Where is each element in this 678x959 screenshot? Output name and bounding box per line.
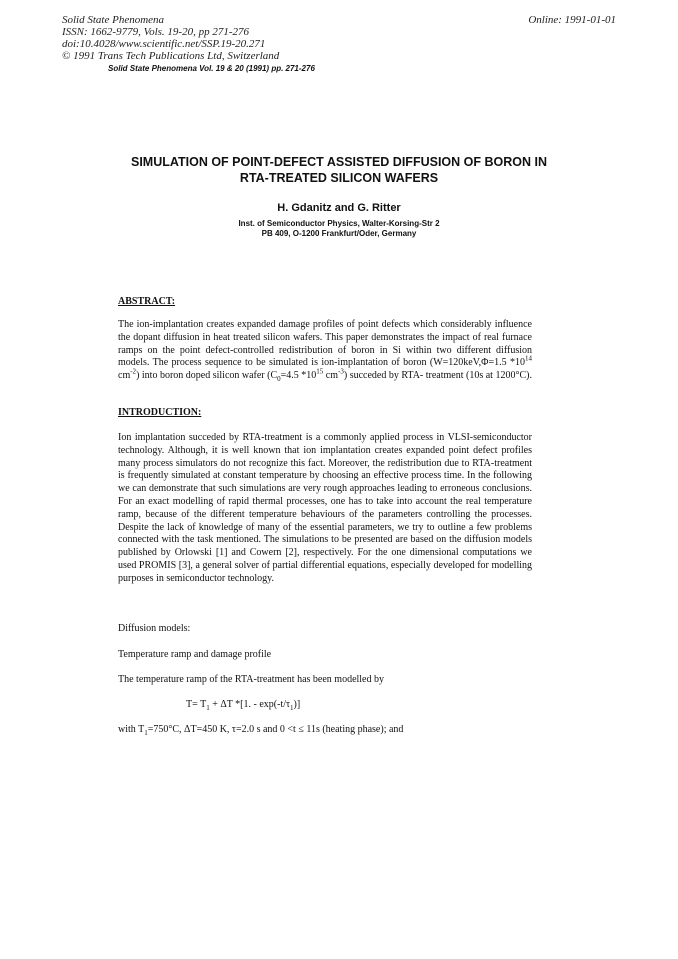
doi-line: doi:10.4028/www.scientific.net/SSP.19-20.271 (62, 38, 266, 50)
introduction-text: Ion implantation succeded by RTA-treatment is a commonly applied process in VLSI-semiconductor technology. Although, it is well known that ion implantation creates expanded point defect profiles many process simulators do not recognize this fact. Moreover, the redistribution due to RTA-treatment is frequently simulated at constant temperature by choosing an effective process time. In the following we can demonstrate that such simulations are very rough approaches leading to erroneous conclusions. For an exact modelling of rapid thermal processes, one has to take into account the real temperature ramp, because of the different temperature behaviours of the parameters controlling the processes. Despite the lack of knowledge of many of the essential parameters, we try to outline a few problems connected with the task mentioned. The simulations to be presented are based on the diffusion models published by Orlowski [1] and Cowern [2], respectively. For the one dimensional computations we used PROMIS [3], a general solver of partial differential equations, especially developed for modelling purposes in semiconductor technology. (118, 432, 532, 584)
title-line-1: SIMULATION OF POINT-DEFECT ASSISTED DIFFUSION OF BORON IN (131, 155, 547, 169)
diffusion-models-heading: Diffusion models: (118, 623, 191, 634)
paper-title (60, 154, 618, 186)
title-line-2: RTA-TREATED SILICON WAFERS (239, 171, 439, 185)
affiliation (60, 219, 618, 239)
temperature-ramp-heading: Temperature ramp and damage profile (118, 649, 272, 660)
publication-header (62, 14, 279, 62)
introduction-heading: INTRODUCTION: (118, 407, 202, 418)
abstract-text: The ion-implantation creates expanded damage profiles of point defects which considerably influence the dopant diffusion in heat treated silicon wafers. This paper demonstrates the impact of real furnace ramps on the point defect-controlled redistribution of boron in Si within two different diffusion models. The process sequence to be simulated is ion-implantation of boron (W=120keV,Φ=1.5 $*10^{14}$ $cm^{-2}$) into boron doped silicon wafer ($C_0=4.5$ $*10^{15}$ $cm^{-3}$) succeded by RTA- treatment (10s at 1200°C). (118, 319, 532, 384)
journal-name: Solid State Phenomena (62, 14, 165, 26)
issn-line: ISSN: 1662-9779, Vols. 19-20, pp 271-276 (62, 26, 249, 38)
authors: H. Gdanitz and G. Ritter (277, 202, 401, 214)
journal-reference: Solid State Phenomena Vol. 19 & 20 (1991) pp. 271-276 (108, 64, 315, 73)
affiliation-line-2: PB 409, O-1200 Frankfurt/Oder, Germany (261, 229, 417, 238)
temperature-equation: $T= T_1 + \Delta T$ *[1. - $\exp(-t/\tau_1)$] (186, 699, 301, 712)
copyright-line: © 1991 Trans Tech Publications Ltd, Switzerland (62, 50, 280, 62)
temperature-ramp-text: The temperature ramp of the RTA-treatment has been modelled by (118, 674, 384, 685)
parameters-line: with $T_1=750^\circ C$, ΔT=450 K, τ=2.0 s and 0 <t ≤ 11s (heating phase); and (118, 724, 404, 737)
abstract-heading: ABSTRACT: (118, 296, 176, 307)
affiliation-line-1: Inst. of Semiconductor Physics, Walter-Korsing-Str 2 (238, 219, 440, 228)
online-date: Online: 1991-01-01 (528, 14, 616, 26)
